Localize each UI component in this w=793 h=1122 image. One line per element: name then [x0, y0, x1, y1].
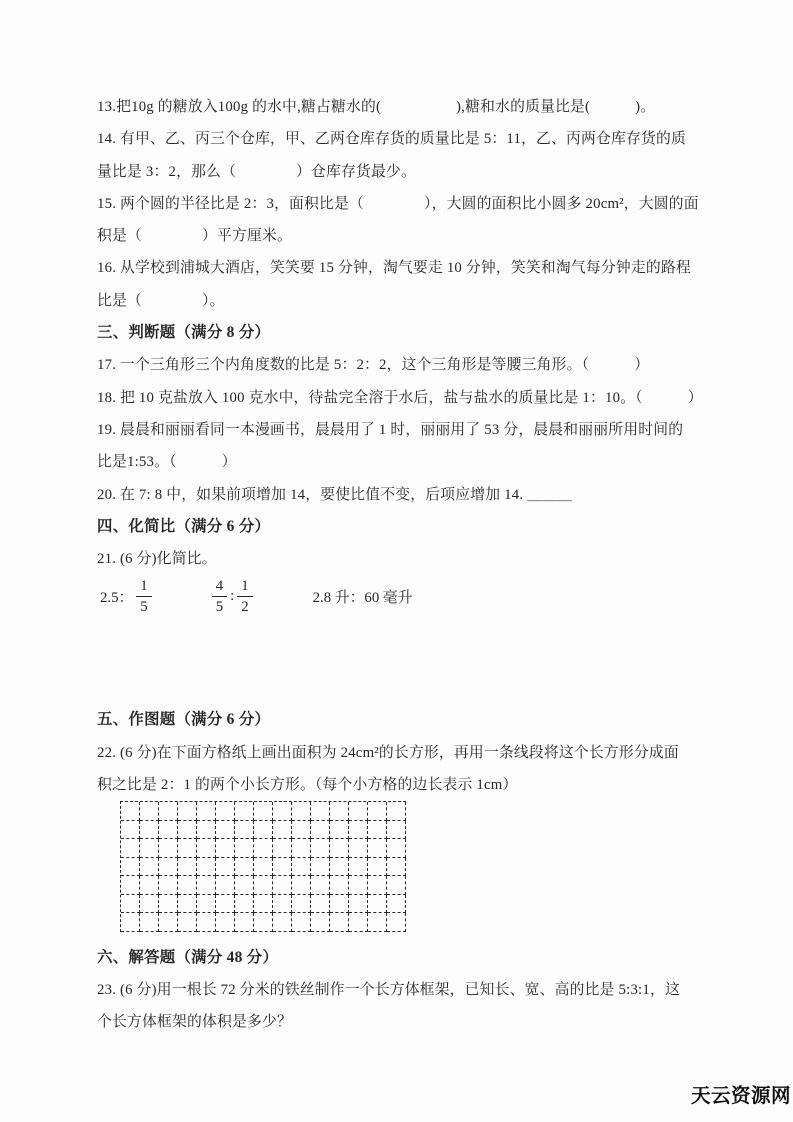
question-22-line-2: 积之比是 2：1 的两个小长方形。（每个小方格的边长表示 1cm）	[97, 777, 518, 794]
grid-cell	[254, 858, 273, 877]
grid-cell	[197, 858, 216, 877]
grid-cell	[387, 839, 406, 858]
grid-cell	[387, 876, 406, 895]
grid-cell	[254, 821, 273, 840]
grid-cell	[387, 821, 406, 840]
section-draw-title: 五、作图题（满分 6 分）	[97, 711, 271, 729]
q21-expr2-colon: :	[230, 587, 235, 604]
grid-cell	[349, 858, 368, 877]
grid-cell	[140, 821, 159, 840]
question-23-line-1: 23. (6 分)用一根长 72 分米的铁丝制作一个长方体框架，已知长、宽、高的比是 5:3:1，这	[97, 982, 680, 999]
question-20: 20. 在 7: 8 中，如果前项增加 14，要使比值不变，后项应增加 14. ＿＿＿	[97, 486, 573, 503]
grid-cell	[368, 913, 387, 932]
question-17: 17. 一个三角形三个内角度数的比是 5：2：2，这个三角形是等腰三角形。（ ）	[97, 357, 650, 374]
grid-cell	[216, 821, 235, 840]
grid-cell	[292, 839, 311, 858]
grid-cell	[178, 802, 197, 821]
grid-cell	[121, 895, 140, 914]
grid-cell	[311, 858, 330, 877]
grid-cell	[330, 876, 349, 895]
q21-expression-2	[212, 577, 253, 616]
grid-cell	[254, 839, 273, 858]
grid-cell	[140, 839, 159, 858]
q21-expression-1	[100, 577, 152, 616]
q21-expression-3	[313, 586, 413, 607]
grid-cell	[235, 895, 254, 914]
grid-cell	[216, 858, 235, 877]
grid-cell	[235, 839, 254, 858]
grid-cell	[292, 821, 311, 840]
grid-cell	[349, 802, 368, 821]
grid-cell	[121, 876, 140, 895]
grid-cell	[235, 858, 254, 877]
grid-cell	[159, 802, 178, 821]
question-16-line-1: 16. 从学校到浦城大酒店，笑笑要 15 分钟，淘气要走 10 分钟，笑笑和淘气每分钟走的路程	[97, 260, 691, 277]
grid-cell	[159, 821, 178, 840]
grid-cell	[387, 858, 406, 877]
grid-cell	[292, 895, 311, 914]
fraction-denominator: 2	[241, 598, 249, 615]
question-22-line-1: 22. (6 分)在下面方格纸上画出面积为 24cm²的长方形，再用一条线段将这个长方形分成面	[97, 744, 679, 761]
grid-cell	[159, 839, 178, 858]
grid-cell	[330, 802, 349, 821]
question-14-line-2: 量比是 3：2，那么（ ）仓库存货最少。	[97, 163, 417, 180]
grid-cell	[140, 802, 159, 821]
grid-cell	[273, 895, 292, 914]
grid-cell	[121, 839, 140, 858]
grid-cell	[140, 895, 159, 914]
question-19-line-1: 19. 晨晨和丽丽看同一本漫画书，晨晨用了 1 时，丽丽用了 53 分，晨晨和丽丽所用时间的	[97, 421, 684, 438]
grid-cell	[311, 895, 330, 914]
grid-cell	[330, 895, 349, 914]
grid-cell	[235, 802, 254, 821]
grid-cell	[368, 839, 387, 858]
grid-cell	[349, 895, 368, 914]
grid-cell	[311, 839, 330, 858]
fraction-numerator: 1	[136, 577, 151, 597]
question-14-line-1: 14. 有甲、乙、丙三个仓库，甲、乙两仓库存货的质量比是 5：11，乙、丙两仓库存货的质	[97, 131, 687, 148]
grid-cell	[254, 913, 273, 932]
grid-cell	[178, 821, 197, 840]
grid-cell	[254, 876, 273, 895]
grid-cell	[273, 839, 292, 858]
grid-cell	[349, 839, 368, 858]
grid-cell	[330, 858, 349, 877]
grid-cell	[121, 821, 140, 840]
fraction-numerator: 4	[212, 577, 227, 597]
question-19-line-2: 比是1:53。（ ）	[97, 454, 237, 471]
grid-cell	[140, 858, 159, 877]
grid-cell	[159, 913, 178, 932]
grid-cell	[311, 802, 330, 821]
grid-cell	[349, 913, 368, 932]
grid-cell	[197, 895, 216, 914]
grid-cell	[330, 839, 349, 858]
grid-cell	[330, 821, 349, 840]
q21-expr2-fraction-2	[237, 577, 252, 616]
section-judge-title: 三、判断题（满分 8 分）	[97, 324, 271, 342]
grid-cell	[140, 913, 159, 932]
grid-cell	[292, 876, 311, 895]
question-23-line-2: 个长方体框架的体积是多少？	[97, 1014, 292, 1031]
grid-cell	[235, 913, 254, 932]
grid-cell	[387, 802, 406, 821]
grid-cell	[311, 876, 330, 895]
grid-cell	[197, 913, 216, 932]
grid-cell	[273, 876, 292, 895]
grid-paper	[120, 801, 406, 932]
fraction-denominator: 5	[140, 598, 148, 615]
grid-cell	[178, 839, 197, 858]
grid-cell	[159, 876, 178, 895]
grid-cell	[254, 802, 273, 821]
grid-cell	[273, 821, 292, 840]
q21-expr1-prefix: 2.5：	[100, 589, 134, 606]
grid-cell	[216, 839, 235, 858]
watermark: 天云资源网	[690, 1085, 791, 1107]
question-16-line-2: 比是（ ）。	[97, 292, 225, 309]
grid-cell	[121, 858, 140, 877]
grid-cell	[235, 821, 254, 840]
grid-cell	[368, 876, 387, 895]
grid-cell	[292, 913, 311, 932]
fraction-numerator: 1	[237, 577, 252, 597]
grid-cell	[216, 913, 235, 932]
q21-expressions	[100, 573, 703, 619]
grid-cell	[197, 876, 216, 895]
grid-cell	[216, 895, 235, 914]
grid-cell	[159, 858, 178, 877]
grid-cell	[216, 802, 235, 821]
grid-cell	[368, 802, 387, 821]
grid-cell	[368, 895, 387, 914]
grid-cell	[178, 913, 197, 932]
question-15-line-2: 积是（ ）平方厘米。	[97, 228, 292, 245]
grid-cell	[368, 821, 387, 840]
grid-cell	[121, 913, 140, 932]
grid-cell	[197, 802, 216, 821]
grid-cell	[273, 802, 292, 821]
question-21-label: 21. (6 分)化简比。	[97, 551, 217, 568]
grid-cell	[178, 858, 197, 877]
grid-cell	[140, 876, 159, 895]
grid-cell	[368, 858, 387, 877]
q21-expr2-fraction-1	[212, 577, 227, 616]
section-solve-title: 六、解答题（满分 48 分）	[97, 948, 279, 966]
grid-cell	[273, 913, 292, 932]
grid-cell	[235, 876, 254, 895]
q21-expr3-text: 2.8 升：60 毫升	[312, 589, 413, 606]
grid-cell	[330, 913, 349, 932]
grid-cell	[292, 858, 311, 877]
grid-cell	[273, 858, 292, 877]
grid-cell	[349, 821, 368, 840]
question-13: 13.把10g 的糖放入100g 的水中,糖占糖水的( ),糖和水的质量比是( )。	[97, 99, 656, 115]
grid-cell	[197, 821, 216, 840]
fraction-denominator: 5	[215, 598, 224, 615]
q21-expr1-fraction	[136, 577, 151, 616]
grid-cell	[159, 895, 178, 914]
question-15-line-1: 15. 两个圆的半径比是 2：3，面积比是（ ），大圆的面积比小圆多 20cm²，大圆的面	[97, 195, 699, 212]
grid-cell	[178, 895, 197, 914]
question-18: 18. 把 10 克盐放入 100 克水中，待盐完全溶于水后，盐与盐水的质量比是 1：10。（ ）	[97, 389, 703, 406]
grid-cell	[387, 913, 406, 932]
section-simplify-title: 四、化简比（满分 6 分）	[97, 517, 271, 535]
grid-cell	[121, 802, 140, 821]
grid-cell	[216, 876, 235, 895]
grid-cell	[197, 839, 216, 858]
grid-cell	[254, 895, 273, 914]
grid-cell	[178, 876, 197, 895]
grid-cell	[387, 895, 406, 914]
grid-cell	[292, 802, 311, 821]
grid-cell	[349, 876, 368, 895]
grid-cell	[311, 913, 330, 932]
grid-cell	[311, 821, 330, 840]
